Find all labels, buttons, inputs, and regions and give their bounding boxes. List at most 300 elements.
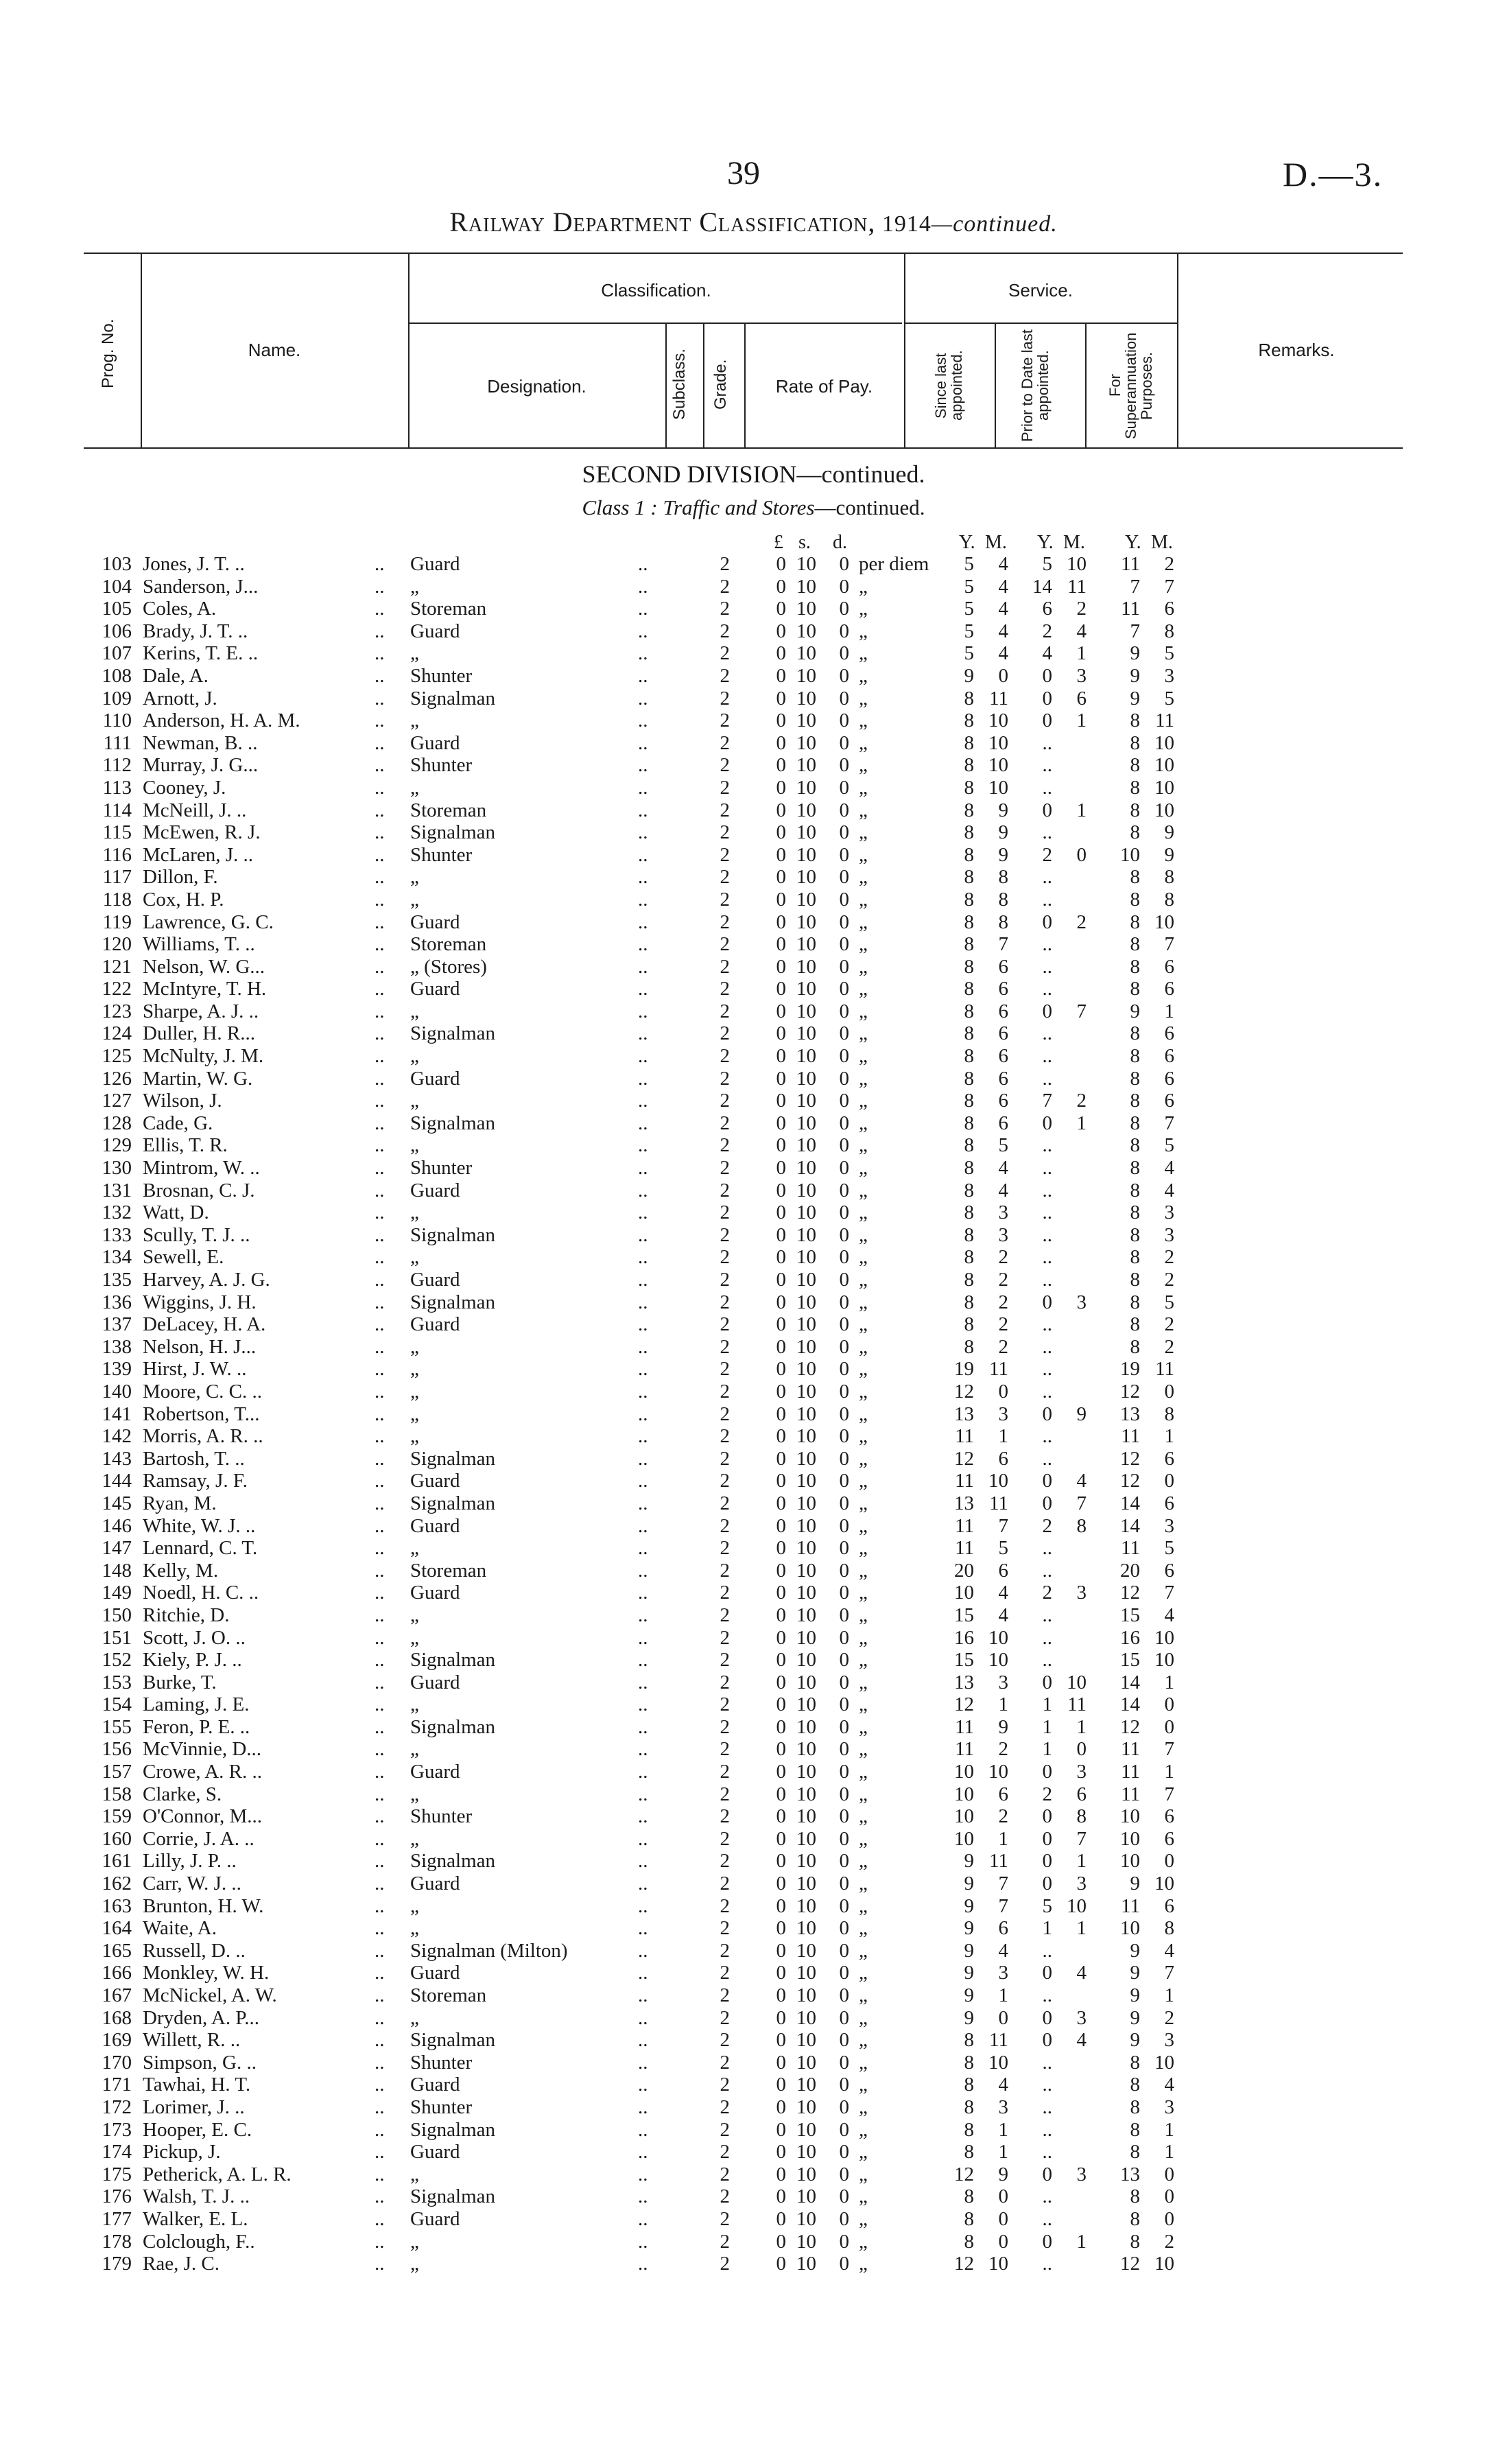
super-months: 7 [1164,1582,1174,1604]
leader-dots: .. [375,2253,385,2275]
prog-number: 143 [102,1447,132,1470]
prog-number: 178 [102,2230,132,2253]
grade: 2 [720,911,730,933]
rate-pence: 0 [839,731,849,754]
rate-period: „ [859,2029,868,2052]
staff-name: Mintrom, W. .. [143,1157,260,1180]
designation: „ [410,2230,419,2253]
leader-dots: .. [638,2185,648,2208]
rate-period: „ [859,1649,868,1671]
rate-shillings: 10 [796,1313,816,1336]
super-months: 2 [1164,553,1174,575]
leader-dots: .. [375,575,385,598]
prog-number: 135 [102,1269,132,1291]
prior-years: .. [1042,1179,1052,1201]
table-row [0,1783,1507,1806]
since-years: 10 [954,1582,974,1604]
table-row [0,1828,1507,1851]
designation: Signalman [410,1022,496,1045]
since-months: 10 [988,1470,1008,1492]
staff-name: White, W. J. .. [143,1514,256,1537]
leader-dots: .. [638,1269,648,1291]
prog-number: 153 [102,1671,132,1693]
rate-period: „ [859,2118,868,2141]
super-years: 14 [1120,1671,1140,1693]
rate-pence: 0 [839,1246,849,1269]
table-row [0,1134,1507,1157]
leader-dots: .. [375,2074,385,2096]
rate-pounds: 0 [776,2163,786,2185]
leader-dots: .. [638,1246,648,1269]
super-years: 8 [1130,2185,1140,2208]
table-row [0,2231,1507,2253]
rate-pence: 0 [839,1649,849,1671]
rate-pounds: 0 [776,1805,786,1828]
prior-years: .. [1042,731,1052,754]
leader-dots: .. [375,1201,385,1224]
since-years: 8 [964,933,974,956]
rate-pounds: 0 [776,754,786,777]
super-months: 1 [1164,2118,1174,2141]
super-years: 8 [1130,1179,1140,1201]
leader-dots: .. [638,1917,648,1940]
grade: 2 [720,1962,730,1984]
rate-pounds: 0 [776,2230,786,2253]
rate-pounds: 0 [776,1179,786,1201]
rate-pounds: 0 [776,2074,786,2096]
designation: „ [410,642,419,665]
leader-dots: .. [638,1000,648,1022]
prior-months: 3 [1076,1873,1087,1895]
super-months: 1 [1164,1761,1174,1783]
staff-name: Nelson, W. G... [143,955,265,978]
super-years: 13 [1120,2163,1140,2185]
since-months: 10 [988,731,1008,754]
since-years: 8 [964,1067,974,1090]
leader-dots: .. [638,2006,648,2029]
prog-number: 117 [102,866,132,889]
rate-pounds: 0 [776,1559,786,1582]
leader-dots: .. [375,1738,385,1761]
grade: 2 [720,1291,730,1313]
since-years: 5 [964,598,974,620]
designation: „ [410,1693,419,1716]
grade: 2 [720,799,730,821]
since-months: 4 [998,1157,1008,1180]
grade: 2 [720,1269,730,1291]
designation: „ [410,2163,419,2185]
since-years: 5 [964,575,974,598]
staff-name: Ryan, M. [143,1492,217,1514]
rate-shillings: 10 [796,776,816,799]
rate-shillings: 10 [796,911,816,933]
rate-pounds: 0 [776,1022,786,1045]
rate-shillings: 10 [796,2163,816,2185]
super-years: 7 [1130,620,1140,642]
rate-pence: 0 [839,1223,849,1246]
super-months: 5 [1164,642,1174,665]
super-months: 10 [1154,1649,1174,1671]
rate-pounds: 0 [776,933,786,956]
prior-months: 1 [1076,799,1087,821]
super-months: 6 [1164,1022,1174,1045]
grade: 2 [720,1827,730,1850]
staff-name: Hooper, E. C. [143,2118,252,2141]
rate-pounds: 0 [776,978,786,1000]
rate-shillings: 10 [796,620,816,642]
staff-name: Kerins, T. E. .. [143,642,259,665]
prior-years: 0 [1042,1962,1052,1984]
prog-number: 161 [102,1850,132,1873]
rate-pounds: 0 [776,1783,786,1805]
since-years: 12 [954,2163,974,2185]
leader-dots: .. [375,1559,385,1582]
rule-v3 [665,322,667,447]
rate-period: „ [859,1380,868,1403]
leader-dots: .. [375,620,385,642]
prior-months: 1 [1076,2230,1087,2253]
prog-number: 154 [102,1693,132,1716]
designation: „ [410,2253,419,2275]
since-months: 6 [998,1090,1008,1112]
super-years: 11 [1121,1894,1140,1917]
leader-dots: .. [638,1537,648,1560]
grade: 2 [720,575,730,598]
leader-dots: .. [375,1537,385,1560]
rate-pounds: 0 [776,1291,786,1313]
rate-pence: 0 [839,664,849,687]
rate-pounds: 0 [776,1067,786,1090]
staff-name: Watt, D. [143,1201,209,1224]
rate-shillings: 10 [796,1626,816,1649]
prior-years: 14 [1032,575,1052,598]
prior-years: .. [1042,1939,1052,1962]
super-months: 2 [1164,1246,1174,1269]
leader-dots: .. [638,709,648,732]
super-months: 10 [1154,754,1174,777]
rate-period: „ [859,1335,868,1358]
leader-dots: .. [375,799,385,821]
leader-dots: .. [638,2074,648,2096]
prog-number: 118 [102,888,132,911]
rate-shillings: 10 [796,2185,816,2208]
page-number: 39 [727,155,760,191]
super-months: 5 [1164,1134,1174,1157]
prog-number: 145 [102,1492,132,1514]
rate-pounds: 0 [776,1604,786,1626]
rate-period: „ [859,1582,868,1604]
super-years: 8 [1130,1313,1140,1336]
grade: 2 [720,1894,730,1917]
rate-pence: 0 [839,2096,849,2118]
designation: Guard [410,1313,460,1336]
rate-shillings: 10 [796,933,816,956]
designation: „ [410,1604,419,1626]
rate-shillings: 10 [796,2051,816,2074]
staff-name: Wiggins, J. H. [143,1291,257,1313]
leader-dots: .. [375,1157,385,1180]
since-months: 6 [998,1112,1008,1134]
prog-number: 148 [102,1559,132,1582]
prior-years: .. [1042,1335,1052,1358]
prog-number: 106 [102,620,132,642]
since-years: 8 [964,2141,974,2163]
rate-period: „ [859,1738,868,1761]
rate-shillings: 10 [796,1514,816,1537]
table-row [0,754,1507,777]
since-years: 8 [964,1201,974,1224]
super-months: 8 [1164,866,1174,889]
leader-dots: .. [638,776,648,799]
prior-years: 0 [1042,1827,1052,1850]
super-months: 7 [1164,933,1174,956]
since-years: 11 [955,1425,974,1448]
rate-pounds: 0 [776,799,786,821]
rate-pence: 0 [839,1783,849,1805]
rate-pounds: 0 [776,664,786,687]
prog-number: 169 [102,2029,132,2052]
prior-years: .. [1042,1246,1052,1269]
class-prefix: Class 1 : [582,495,658,519]
rate-pence: 0 [839,1380,849,1403]
leader-dots: .. [638,1962,648,1984]
leader-dots: .. [638,1470,648,1492]
leader-dots: .. [375,776,385,799]
prior-months: 10 [1067,1671,1087,1693]
grade: 2 [720,1761,730,1783]
rate-pounds: 0 [776,1649,786,1671]
staff-name: Rae, J. C. [143,2253,219,2275]
staff-name: Lilly, J. P. .. [143,1850,237,1873]
rate-pounds: 0 [776,2141,786,2163]
super-months: 1 [1164,1984,1174,2006]
table-row [0,2163,1507,2186]
prog-number: 147 [102,1537,132,1560]
designation: „ [410,776,419,799]
prior-months: 1 [1076,642,1087,665]
super-years: 9 [1130,2029,1140,2052]
super-years: 10 [1120,1827,1140,1850]
prior-years: .. [1042,1045,1052,1068]
since-years: 12 [954,2253,974,2275]
super-years: 8 [1130,1134,1140,1157]
rate-period: „ [859,1090,868,1112]
rate-pence: 0 [839,1045,849,1068]
leader-dots: .. [375,1783,385,1805]
rate-period: „ [859,1514,868,1537]
since-months: 2 [998,1246,1008,1269]
table-row [0,1984,1507,2007]
leader-dots: .. [375,2163,385,2185]
rate-pence: 0 [839,2253,849,2275]
super-months: 6 [1164,1045,1174,1068]
since-months: 4 [998,553,1008,575]
leader-dots: .. [638,1559,648,1582]
grade: 2 [720,642,730,665]
grade: 2 [720,2006,730,2029]
rate-period: „ [859,1246,868,1269]
leader-dots: .. [375,2230,385,2253]
rate-pounds: 0 [776,2029,786,2052]
super-months: 1 [1164,1425,1174,1448]
rate-period: „ [859,2230,868,2253]
leader-dots: .. [638,2029,648,2052]
grade: 2 [720,1000,730,1022]
rate-period: „ [859,1447,868,1470]
staff-name: Wilson, J. [143,1090,222,1112]
since-years: 9 [964,1962,974,1984]
prog-number: 171 [102,2074,132,2096]
rate-period: „ [859,731,868,754]
leader-dots: .. [638,1649,648,1671]
rule-v8 [1085,322,1087,447]
rate-period: „ [859,2185,868,2208]
since-years: 8 [964,978,974,1000]
prior-years: 0 [1042,2230,1052,2253]
leader-dots: .. [375,1514,385,1537]
super-months: 6 [1164,978,1174,1000]
since-years: 8 [964,1313,974,1336]
rate-pounds: 0 [776,1827,786,1850]
rate-pounds: 0 [776,1112,786,1134]
table-row [0,1425,1507,1448]
table-row [0,598,1507,620]
prior-years: 0 [1042,799,1052,821]
super-months: 6 [1164,1559,1174,1582]
since-years: 8 [964,2230,974,2253]
prior-years: 0 [1042,1403,1052,1425]
super-years: 8 [1130,1112,1140,1134]
header-prog-no: Prog. No. [99,318,117,388]
grade: 2 [720,1447,730,1470]
since-months: 6 [998,978,1008,1000]
grade: 2 [720,1537,730,1560]
staff-name: Cox, H. P. [143,888,224,911]
rate-shillings: 10 [796,2141,816,2163]
since-months: 4 [998,1582,1008,1604]
prog-number: 128 [102,1112,132,1134]
super-months: 10 [1154,1626,1174,1649]
staff-name: Russell, D. .. [143,1939,246,1962]
prior-months: 2 [1076,911,1087,933]
since-years: 8 [964,955,974,978]
rate-shillings: 10 [796,1425,816,1448]
unit-pounds: £ [774,532,783,553]
table-row [0,1112,1507,1135]
designation: „ [410,1783,419,1805]
prior-years: 0 [1042,1805,1052,1828]
rate-period: „ [859,1291,868,1313]
rate-pence: 0 [839,978,849,1000]
designation: Guard [410,2141,460,2163]
since-years: 9 [964,1939,974,1962]
leader-dots: .. [375,1939,385,1962]
prior-years: .. [1042,1425,1052,1448]
leader-dots: .. [638,1022,648,1045]
super-years: 10 [1120,1805,1140,1828]
prog-number: 142 [102,1425,132,1448]
rate-pounds: 0 [776,1000,786,1022]
header-grade: Grade. [711,359,730,410]
super-years: 8 [1130,1223,1140,1246]
designation: „ [410,1246,419,1269]
leader-dots: .. [638,2207,648,2230]
table-row [0,799,1507,822]
title-continued: —continued. [931,211,1058,237]
leader-dots: .. [375,821,385,844]
since-years: 8 [964,2051,974,2074]
super-years: 11 [1121,1783,1140,1805]
rate-shillings: 10 [796,1112,816,1134]
header-subclass: Subclass. [670,348,689,421]
grade: 2 [720,1201,730,1224]
rate-pounds: 0 [776,1582,786,1604]
super-years: 13 [1120,1403,1140,1425]
rate-pence: 0 [839,1761,849,1783]
prior-years: .. [1042,1559,1052,1582]
rate-shillings: 10 [796,1269,816,1291]
designation: „ [410,1090,419,1112]
super-years: 8 [1130,2141,1140,2163]
rate-pounds: 0 [776,1447,786,1470]
super-years: 9 [1130,1873,1140,1895]
super-months: 7 [1164,1783,1174,1805]
super-years: 8 [1130,1246,1140,1269]
grade: 2 [720,1223,730,1246]
super-months: 1 [1164,1000,1174,1022]
leader-dots: .. [638,1179,648,1201]
prog-number: 107 [102,642,132,665]
leader-dots: .. [375,754,385,777]
leader-dots: .. [375,687,385,709]
rate-pounds: 0 [776,1269,786,1291]
prior-years: 0 [1042,1470,1052,1492]
leader-dots: .. [638,866,648,889]
leader-dots: .. [638,1626,648,1649]
since-months: 3 [998,1671,1008,1693]
staff-name: Tawhai, H. T. [143,2074,251,2096]
designation: „ [410,1827,419,1850]
rate-pence: 0 [839,843,849,866]
prog-number: 122 [102,978,132,1000]
leader-dots: .. [375,1291,385,1313]
table-row [0,2074,1507,2096]
rate-pounds: 0 [776,843,786,866]
rate-period: „ [859,1492,868,1514]
staff-name: Sewell, E. [143,1246,224,1269]
designation: Guard [410,1067,460,1090]
leader-dots: .. [375,1246,385,1269]
prior-months: 3 [1076,664,1087,687]
prior-years: 0 [1042,2006,1052,2029]
prog-number: 160 [102,1827,132,1850]
designation: Guard [410,553,460,575]
grade: 2 [720,1112,730,1134]
prior-years: .. [1042,1649,1052,1671]
rate-period: „ [859,1022,868,1045]
table-row [0,1515,1507,1538]
super-months: 8 [1164,1403,1174,1425]
since-years: 10 [954,1783,974,1805]
prior-years: 0 [1042,1671,1052,1693]
rate-pence: 0 [839,1134,849,1157]
prior-months: 4 [1076,2029,1087,2052]
prior-years: .. [1042,1447,1052,1470]
rate-pence: 0 [839,1894,849,1917]
since-months: 10 [988,1626,1008,1649]
grade: 2 [720,1582,730,1604]
grade: 2 [720,1649,730,1671]
